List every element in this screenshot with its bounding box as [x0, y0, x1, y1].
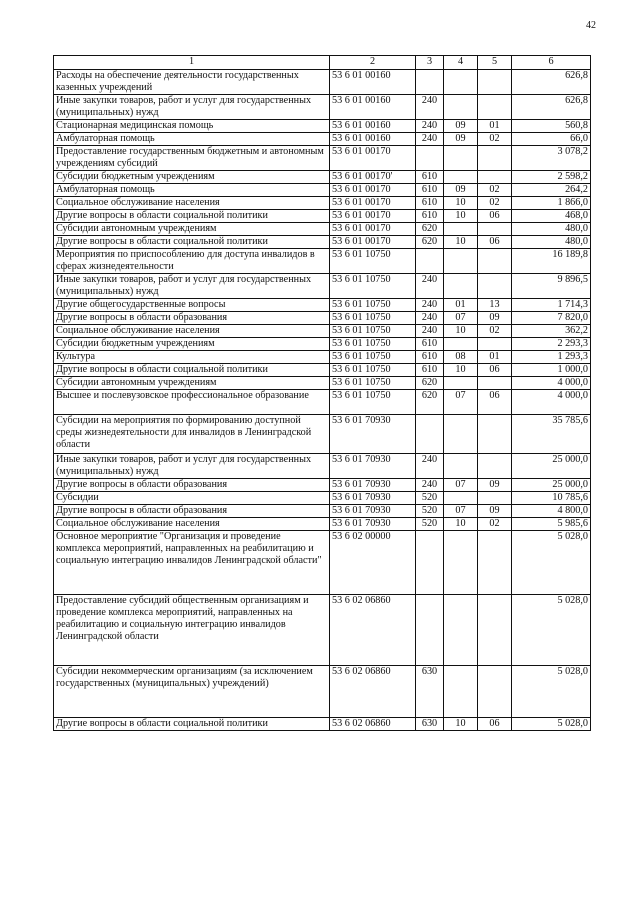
cell-rz: 07 — [444, 505, 478, 518]
cell-vr — [416, 70, 444, 95]
cell-rz: 09 — [444, 133, 478, 146]
table-row — [54, 415, 591, 454]
table-row — [54, 351, 591, 364]
cell-sum: 5 028,0 — [512, 718, 591, 731]
cell-name: Расходы на обеспечение деятельности государственных казенных учреждений — [54, 70, 330, 95]
cell-name: Иные закупки товаров, работ и услуг для государственных (муниципальных) нужд — [54, 95, 330, 120]
table-row — [54, 312, 591, 325]
cell-sum: 1 293,3 — [512, 351, 591, 364]
cell-code: 53 6 01 70930 — [330, 479, 416, 492]
cell-code: 53 6 01 70930 — [330, 505, 416, 518]
table-row — [54, 133, 591, 146]
header-cell: 3 — [416, 56, 444, 70]
cell-name: Социальное обслуживание населения — [54, 518, 330, 531]
cell-name: Предоставление субсидий общественным организациям и проведение комплекса мероприятий, направленных на реабилитацию и социальную интеграцию инвалидов Ленинградской области — [54, 595, 330, 666]
cell-sum: 1 866,0 — [512, 197, 591, 210]
cell-pr — [478, 146, 512, 171]
cell-name: Другие вопросы в области образования — [54, 312, 330, 325]
cell-sum: 362,2 — [512, 325, 591, 338]
cell-vr: 630 — [416, 718, 444, 731]
cell-name: Амбулаторная помощь — [54, 184, 330, 197]
cell-pr: 02 — [478, 518, 512, 531]
cell-code: 53 6 01 00160 — [330, 120, 416, 133]
table-row — [54, 274, 591, 299]
cell-rz: 10 — [444, 210, 478, 223]
cell-code: 53 6 01 00170 — [330, 197, 416, 210]
cell-vr: 240 — [416, 454, 444, 479]
cell-code: 53 6 02 06860 — [330, 666, 416, 718]
cell-sum: 480,0 — [512, 223, 591, 236]
cell-pr — [478, 492, 512, 505]
table-row — [54, 718, 591, 731]
cell-rz — [444, 595, 478, 666]
cell-sum: 7 820,0 — [512, 312, 591, 325]
cell-name: Другие общегосударственные вопросы — [54, 299, 330, 312]
cell-pr — [478, 454, 512, 479]
cell-rz: 09 — [444, 184, 478, 197]
table-row — [54, 325, 591, 338]
cell-pr: 06 — [478, 718, 512, 731]
cell-sum: 4 000,0 — [512, 377, 591, 390]
cell-name: Предоставление государственным бюджетным и автономным учреждениям субсидий — [54, 146, 330, 171]
cell-pr: 02 — [478, 184, 512, 197]
cell-pr — [478, 223, 512, 236]
cell-sum: 5 028,0 — [512, 531, 591, 595]
cell-name: Другие вопросы в области социальной политики — [54, 364, 330, 377]
cell-sum: 626,8 — [512, 95, 591, 120]
cell-rz — [444, 415, 478, 454]
table-row — [54, 377, 591, 390]
cell-name: Другие вопросы в области образования — [54, 505, 330, 518]
cell-sum: 1 714,3 — [512, 299, 591, 312]
table-row — [54, 146, 591, 171]
cell-sum: 5 028,0 — [512, 666, 591, 718]
cell-rz — [444, 531, 478, 595]
cell-vr: 610 — [416, 171, 444, 184]
cell-sum: 264,2 — [512, 184, 591, 197]
cell-code: 53 6 01 00170 — [330, 210, 416, 223]
cell-sum: 1 000,0 — [512, 364, 591, 377]
cell-pr: 09 — [478, 505, 512, 518]
table-row — [54, 184, 591, 197]
cell-name: Субсидии на мероприятия по формированию доступной среды жизнедеятельности для инвалидов в Ленинградской области — [54, 415, 330, 454]
table-row — [54, 210, 591, 223]
cell-name: Субсидии бюджетным учреждениям — [54, 171, 330, 184]
cell-rz: 10 — [444, 236, 478, 249]
cell-rz — [444, 492, 478, 505]
cell-rz — [444, 95, 478, 120]
cell-code: 53 6 01 00170' — [330, 171, 416, 184]
cell-name: Другие вопросы в области социальной политики — [54, 718, 330, 731]
cell-rz: 10 — [444, 364, 478, 377]
cell-code: 53 6 01 00160 — [330, 70, 416, 95]
table-row — [54, 454, 591, 479]
table-row — [54, 197, 591, 210]
table-row — [54, 505, 591, 518]
cell-name: Основное мероприятие "Организация и проведение комплекса мероприятий, направленных на реабилитацию и социальную интеграцию инвалидов Ленинградской области" — [54, 531, 330, 595]
cell-vr: 520 — [416, 492, 444, 505]
cell-vr: 610 — [416, 210, 444, 223]
cell-name: Иные закупки товаров, работ и услуг для государственных (муниципальных) нужд — [54, 274, 330, 299]
table-row — [54, 595, 591, 666]
cell-name: Субсидии автономным учреждениям — [54, 223, 330, 236]
cell-sum: 5 985,6 — [512, 518, 591, 531]
cell-vr: 240 — [416, 133, 444, 146]
cell-name: Стационарная медицинская помощь — [54, 120, 330, 133]
cell-rz — [444, 377, 478, 390]
cell-pr — [478, 95, 512, 120]
cell-pr — [478, 171, 512, 184]
table-row — [54, 171, 591, 184]
cell-pr — [478, 377, 512, 390]
table-row — [54, 492, 591, 505]
cell-pr — [478, 338, 512, 351]
cell-sum: 16 189,8 — [512, 249, 591, 274]
cell-rz: 10 — [444, 197, 478, 210]
cell-rz: 09 — [444, 120, 478, 133]
cell-vr: 630 — [416, 666, 444, 718]
cell-pr: 02 — [478, 133, 512, 146]
cell-sum: 25 000,0 — [512, 479, 591, 492]
cell-vr — [416, 249, 444, 274]
cell-name: Другие вопросы в области социальной политики — [54, 210, 330, 223]
cell-code: 53 6 01 00160 — [330, 95, 416, 120]
header-cell: 6 — [512, 56, 591, 70]
cell-name: Амбулаторная помощь — [54, 133, 330, 146]
cell-vr: 610 — [416, 184, 444, 197]
cell-pr: 02 — [478, 325, 512, 338]
cell-name: Социальное обслуживание населения — [54, 325, 330, 338]
cell-code: 53 6 01 10750 — [330, 364, 416, 377]
cell-sum: 2 293,3 — [512, 338, 591, 351]
cell-vr: 240 — [416, 274, 444, 299]
cell-vr — [416, 415, 444, 454]
cell-vr: 620 — [416, 223, 444, 236]
cell-pr — [478, 595, 512, 666]
table-row — [54, 70, 591, 95]
cell-code: 53 6 01 70930 — [330, 518, 416, 531]
cell-vr: 240 — [416, 120, 444, 133]
cell-name: Субсидии — [54, 492, 330, 505]
cell-sum: 480,0 — [512, 236, 591, 249]
cell-rz: 07 — [444, 312, 478, 325]
table-row — [54, 666, 591, 718]
cell-vr: 610 — [416, 338, 444, 351]
table-row — [54, 338, 591, 351]
header-cell: 5 — [478, 56, 512, 70]
cell-name: Другие вопросы в области образования — [54, 479, 330, 492]
cell-sum: 626,8 — [512, 70, 591, 95]
cell-pr — [478, 274, 512, 299]
cell-vr: 240 — [416, 95, 444, 120]
cell-vr: 610 — [416, 197, 444, 210]
cell-pr: 06 — [478, 210, 512, 223]
table-row — [54, 390, 591, 415]
cell-name: Мероприятия по приспособлению для доступа инвалидов в сферах жизнедеятельности — [54, 249, 330, 274]
cell-pr: 01 — [478, 351, 512, 364]
cell-code: 53 6 01 10750 — [330, 274, 416, 299]
cell-vr: 240 — [416, 479, 444, 492]
cell-rz — [444, 454, 478, 479]
cell-sum: 66,0 — [512, 133, 591, 146]
cell-vr: 240 — [416, 299, 444, 312]
cell-pr: 06 — [478, 390, 512, 415]
cell-rz: 07 — [444, 390, 478, 415]
cell-name: Субсидии некоммерческим организациям (за исключением государственных (муниципальных) учреждений) — [54, 666, 330, 718]
cell-pr: 06 — [478, 236, 512, 249]
cell-rz — [444, 223, 478, 236]
table-row — [54, 364, 591, 377]
table-row — [54, 518, 591, 531]
cell-name: Иные закупки товаров, работ и услуг для государственных (муниципальных) нужд — [54, 454, 330, 479]
table-row — [54, 249, 591, 274]
cell-pr — [478, 415, 512, 454]
cell-sum: 468,0 — [512, 210, 591, 223]
cell-sum: 5 028,0 — [512, 595, 591, 666]
cell-pr: 06 — [478, 364, 512, 377]
cell-sum: 25 000,0 — [512, 454, 591, 479]
cell-rz — [444, 338, 478, 351]
cell-rz — [444, 274, 478, 299]
cell-pr — [478, 249, 512, 274]
cell-vr: 520 — [416, 518, 444, 531]
cell-vr: 610 — [416, 364, 444, 377]
cell-rz: 10 — [444, 718, 478, 731]
cell-vr: 610 — [416, 351, 444, 364]
cell-sum: 3 078,2 — [512, 146, 591, 171]
table-row — [54, 531, 591, 595]
cell-code: 53 6 01 00170 — [330, 223, 416, 236]
table-row — [54, 299, 591, 312]
header-cell: 4 — [444, 56, 478, 70]
header-cell: 2 — [330, 56, 416, 70]
cell-sum: 10 785,6 — [512, 492, 591, 505]
cell-vr: 520 — [416, 505, 444, 518]
cell-code: 53 6 01 10750 — [330, 249, 416, 274]
cell-pr: 13 — [478, 299, 512, 312]
cell-code: 53 6 02 06860 — [330, 595, 416, 666]
cell-sum: 4 800,0 — [512, 505, 591, 518]
cell-rz: 10 — [444, 325, 478, 338]
cell-rz — [444, 70, 478, 95]
header-cell: 1 — [54, 56, 330, 70]
cell-sum: 35 785,6 — [512, 415, 591, 454]
cell-name: Социальное обслуживание населения — [54, 197, 330, 210]
cell-rz: 01 — [444, 299, 478, 312]
cell-code: 53 6 01 10750 — [330, 299, 416, 312]
cell-code: 53 6 01 10750 — [330, 377, 416, 390]
cell-rz: 08 — [444, 351, 478, 364]
cell-pr — [478, 666, 512, 718]
cell-sum: 560,8 — [512, 120, 591, 133]
page-number: 42 — [586, 20, 596, 31]
cell-code: 53 6 02 06860 — [330, 718, 416, 731]
cell-sum: 2 598,2 — [512, 171, 591, 184]
cell-code: 53 6 01 70930 — [330, 415, 416, 454]
cell-rz — [444, 146, 478, 171]
cell-rz: 10 — [444, 518, 478, 531]
cell-code: 53 6 01 00170 — [330, 146, 416, 171]
cell-code: 53 6 01 10750 — [330, 312, 416, 325]
cell-sum: 4 000,0 — [512, 390, 591, 415]
cell-name: Культура — [54, 351, 330, 364]
cell-vr: 240 — [416, 312, 444, 325]
cell-name: Высшее и послевузовское профессиональное образование — [54, 390, 330, 415]
cell-code: 53 6 02 00000 — [330, 531, 416, 595]
cell-vr — [416, 595, 444, 666]
cell-pr: 09 — [478, 479, 512, 492]
cell-pr: 09 — [478, 312, 512, 325]
budget-table — [53, 55, 591, 731]
cell-rz — [444, 171, 478, 184]
cell-pr — [478, 70, 512, 95]
cell-code: 53 6 01 10750 — [330, 390, 416, 415]
cell-code: 53 6 01 70930 — [330, 492, 416, 505]
cell-vr: 620 — [416, 236, 444, 249]
cell-code: 53 6 01 10750 — [330, 338, 416, 351]
cell-code: 53 6 01 00170 — [330, 184, 416, 197]
cell-vr — [416, 146, 444, 171]
table-row — [54, 236, 591, 249]
cell-pr: 01 — [478, 120, 512, 133]
cell-rz: 07 — [444, 479, 478, 492]
cell-code: 53 6 01 10750 — [330, 351, 416, 364]
cell-vr: 620 — [416, 390, 444, 415]
cell-vr — [416, 531, 444, 595]
cell-code: 53 6 01 00170 — [330, 236, 416, 249]
cell-code: 53 6 01 00160 — [330, 133, 416, 146]
cell-sum: 9 896,5 — [512, 274, 591, 299]
cell-rz — [444, 666, 478, 718]
header-row — [54, 56, 591, 70]
cell-name: Другие вопросы в области социальной политики — [54, 236, 330, 249]
table-row — [54, 223, 591, 236]
cell-code: 53 6 01 70930 — [330, 454, 416, 479]
table-row — [54, 95, 591, 120]
cell-vr: 620 — [416, 377, 444, 390]
cell-code: 53 6 01 10750 — [330, 325, 416, 338]
table-row — [54, 120, 591, 133]
cell-rz — [444, 249, 478, 274]
cell-name: Субсидии бюджетным учреждениям — [54, 338, 330, 351]
cell-vr: 240 — [416, 325, 444, 338]
table-row — [54, 479, 591, 492]
cell-name: Субсидии автономным учреждениям — [54, 377, 330, 390]
cell-pr: 02 — [478, 197, 512, 210]
cell-pr — [478, 531, 512, 595]
